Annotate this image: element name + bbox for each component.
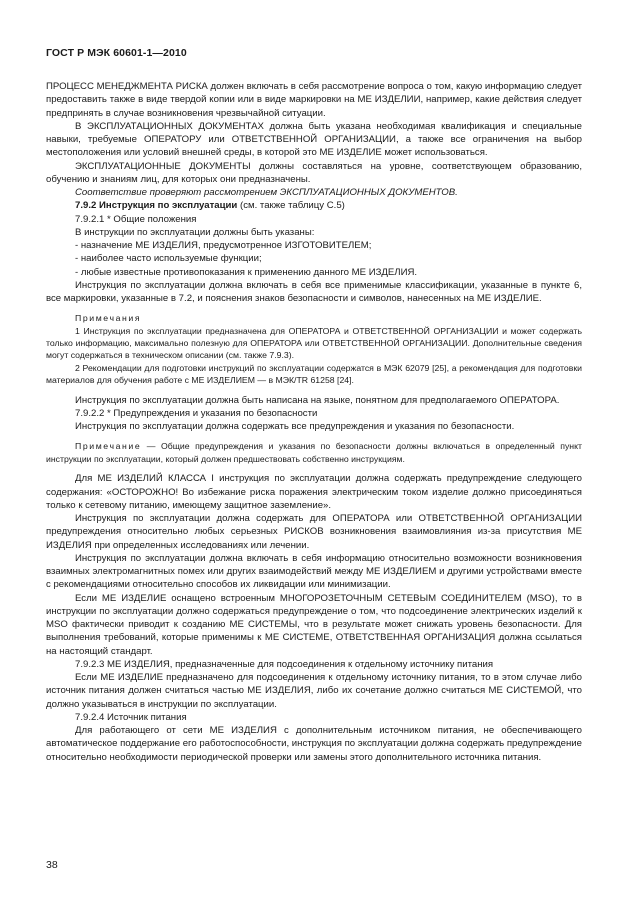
subsection-heading-7-9-2-2: 7.9.2.2 * Предупреждения и указания по безопасности xyxy=(75,407,318,419)
page-number: 38 xyxy=(46,859,58,871)
subsection-heading-7-9-2-1: 7.9.2.1 * Общие положения xyxy=(75,213,197,225)
note: 2 Рекомендации для подготовки инструкций по эксплуатации содержатся в МЭК 62079 [25], а рекомендация для подготовки материалов для обучения работе с МЕ ИЗДЕЛИЕМ — в МЭК/TR 61258 [24]. xyxy=(46,362,582,386)
section-title: 7.9.2 Инструкция по эксплуатации xyxy=(75,200,238,212)
paragraph: Для работающего от сети МЕ ИЗДЕЛИЯ с дополнительным источником питания, не обеспечивающего автоматическое поддержание его работоспособности, инструкция по эксплуатации должна содержать предупреждение относительно необходимости периодической проверки или замены этого дополнительного источника питания. xyxy=(46,725,582,763)
list-item: - любые известные противопоказания к применению данного МЕ ИЗДЕЛИЯ. xyxy=(75,266,418,278)
paragraph: ЭКСПЛУАТАЦИОННЫЕ ДОКУМЕНТЫ должны составляться на уровне, соответствующем образованию, обучению и знаниям лиц, для которых они предназначены. xyxy=(46,160,582,185)
subsection-heading-7-9-2-3: 7.9.2.3 МЕ ИЗДЕЛИЯ, предназначенные для подсоединения к отдельному источнику питания xyxy=(75,658,494,670)
paragraph: Если МЕ ИЗДЕЛИЕ предназначено для подсоединения к отдельному источнику питания, то в этом случае либо источник питания должен считаться частью МЕ ИЗДЕЛИЯ, либо их сочетание должно считаться МЕ СИСТЕМОЙ, что должно указываться в инструкции по эксплуатации. xyxy=(46,672,582,710)
paragraph: Инструкция по эксплуатации должна содержать все предупреждения и указания по безопасности. xyxy=(75,421,515,433)
paragraph: Для МЕ ИЗДЕЛИЙ КЛАССА I инструкция по эксплуатации должна содержать предупреждение следующего содержания: «ОСТОРОЖНО! Во избежание риска поражения электрическим током изделие должно присоединяться только к сетевому питанию, имеющему защитное заземление». xyxy=(46,473,582,511)
paragraph: Если МЕ ИЗДЕЛИЕ оснащено встроенным МНОГОРОЗЕТОЧНЫМ СЕТЕВЫМ СОЕДИНИТЕЛЕМ (MSO), то в инструкции по эксплуатации должно содержаться предупреждение о том, что подсоединение электрических изделий к MSO фактически приводит к созданию МЕ СИСТЕМЫ, что в результате может снижать уровень безопасности. Для выполнения требований, которые применимы к МЕ СИСТЕМЕ, ОТВЕТСТВЕННАЯ ОРГАНИЗАЦИЯ должна ссылаться на настоящий стандарт. xyxy=(46,592,582,657)
document-body xyxy=(46,80,582,764)
paragraph: ПРОЦЕСС МЕНЕДЖМЕНТА РИСКА должен включать в себя рассмотрение вопроса о том, какую информацию следует предоставить также в виде твердой копии или в виде маркировки на МЕ ИЗДЕЛИИ, например, какие действия следует предпринять в случае возникновения чрезвычайной ситуации. xyxy=(46,81,582,119)
note: 1 Инструкция по эксплуатации предназначена для ОПЕРАТОРА и ОТВЕТСТВЕННОЙ ОРГАНИЗАЦИИ и может содержать только информацию, максимально полезную для ОПЕРАТОРА или ОТВЕТСТВЕННОЙ ОРГАНИЗАЦИИ. Дополнительные сведения могут содержаться в техническом описании (см. также 7.9.3). xyxy=(46,325,582,361)
section-reference: (см. также таблицу С.5) xyxy=(237,200,345,212)
paragraph: Инструкция по эксплуатации должна включать в себя информацию относительно возможности возникновения взаимных электромагнитных помех или других взаимодействий между МЕ ИЗДЕЛИЕМ и другими устройствами вместе с рекомендациями относительно способов их ликвидации или минимизации. xyxy=(46,552,582,591)
notes-heading: Примечания xyxy=(75,313,142,324)
paragraph: В ЭКСПЛУАТАЦИОННЫХ ДОКУМЕНТАХ должна быть указана необходимая квалификация и специальные навыки, требуемые ОПЕРАТОРУ или ОТВЕТСТВЕННОЙ ОРГАНИЗАЦИИ, а также все ограничения на выбор местоположения или условий внешней среды, в которой это МЕ ИЗДЕЛИЕ может использоваться. xyxy=(46,120,582,159)
note xyxy=(46,440,582,465)
paragraph: В инструкции по эксплуатации должны быть указаны: xyxy=(75,226,315,238)
list-item: - наиболее часто используемые функции; xyxy=(75,253,262,265)
note-body: — Общие предупреждения и указания по безопасности должны включаться в определенный пункт инструкции по эксплуатации, который должен предшествовать собственно инструкциям. xyxy=(46,441,582,464)
subsection-heading-7-9-2-4: 7.9.2.4 Источник питания xyxy=(75,711,187,723)
paragraph: Инструкция по эксплуатации должна быть написана на языке, понятном для предполагаемого ОПЕРАТОРА. xyxy=(75,394,560,406)
paragraph: Инструкция по эксплуатации должна содержать для ОПЕРАТОРА или ОТВЕТСТВЕННОЙ ОРГАНИЗАЦИИ предупреждения относительно любых серьезных РИСКОВ возникновения взаимовлияния из-за присутствия МЕ ИЗДЕЛИЯ при определенных исследованиях или лечении. xyxy=(46,513,582,551)
document-header: ГОСТ Р МЭК 60601-1—2010 xyxy=(46,47,187,59)
section-heading-7-9-2 xyxy=(46,199,582,212)
note-heading: Примечание xyxy=(75,441,142,452)
list-item: - назначение МЕ ИЗДЕЛИЯ, предусмотренное ИЗГОТОВИТЕЛЕМ; xyxy=(75,240,372,251)
paragraph: Инструкция по эксплуатации должна включать в себя все применимые классификации, указанные в пункте 6, все маркировки, указанные в 7.2, и пояснения знаков безопасности и символов, нанесенных на МЕ ИЗДЕЛИЕ. xyxy=(46,279,582,304)
compliance-check: Соответствие проверяют рассмотрением ЭКСПЛУАТАЦИОННЫХ ДОКУМЕНТОВ. xyxy=(75,187,458,198)
